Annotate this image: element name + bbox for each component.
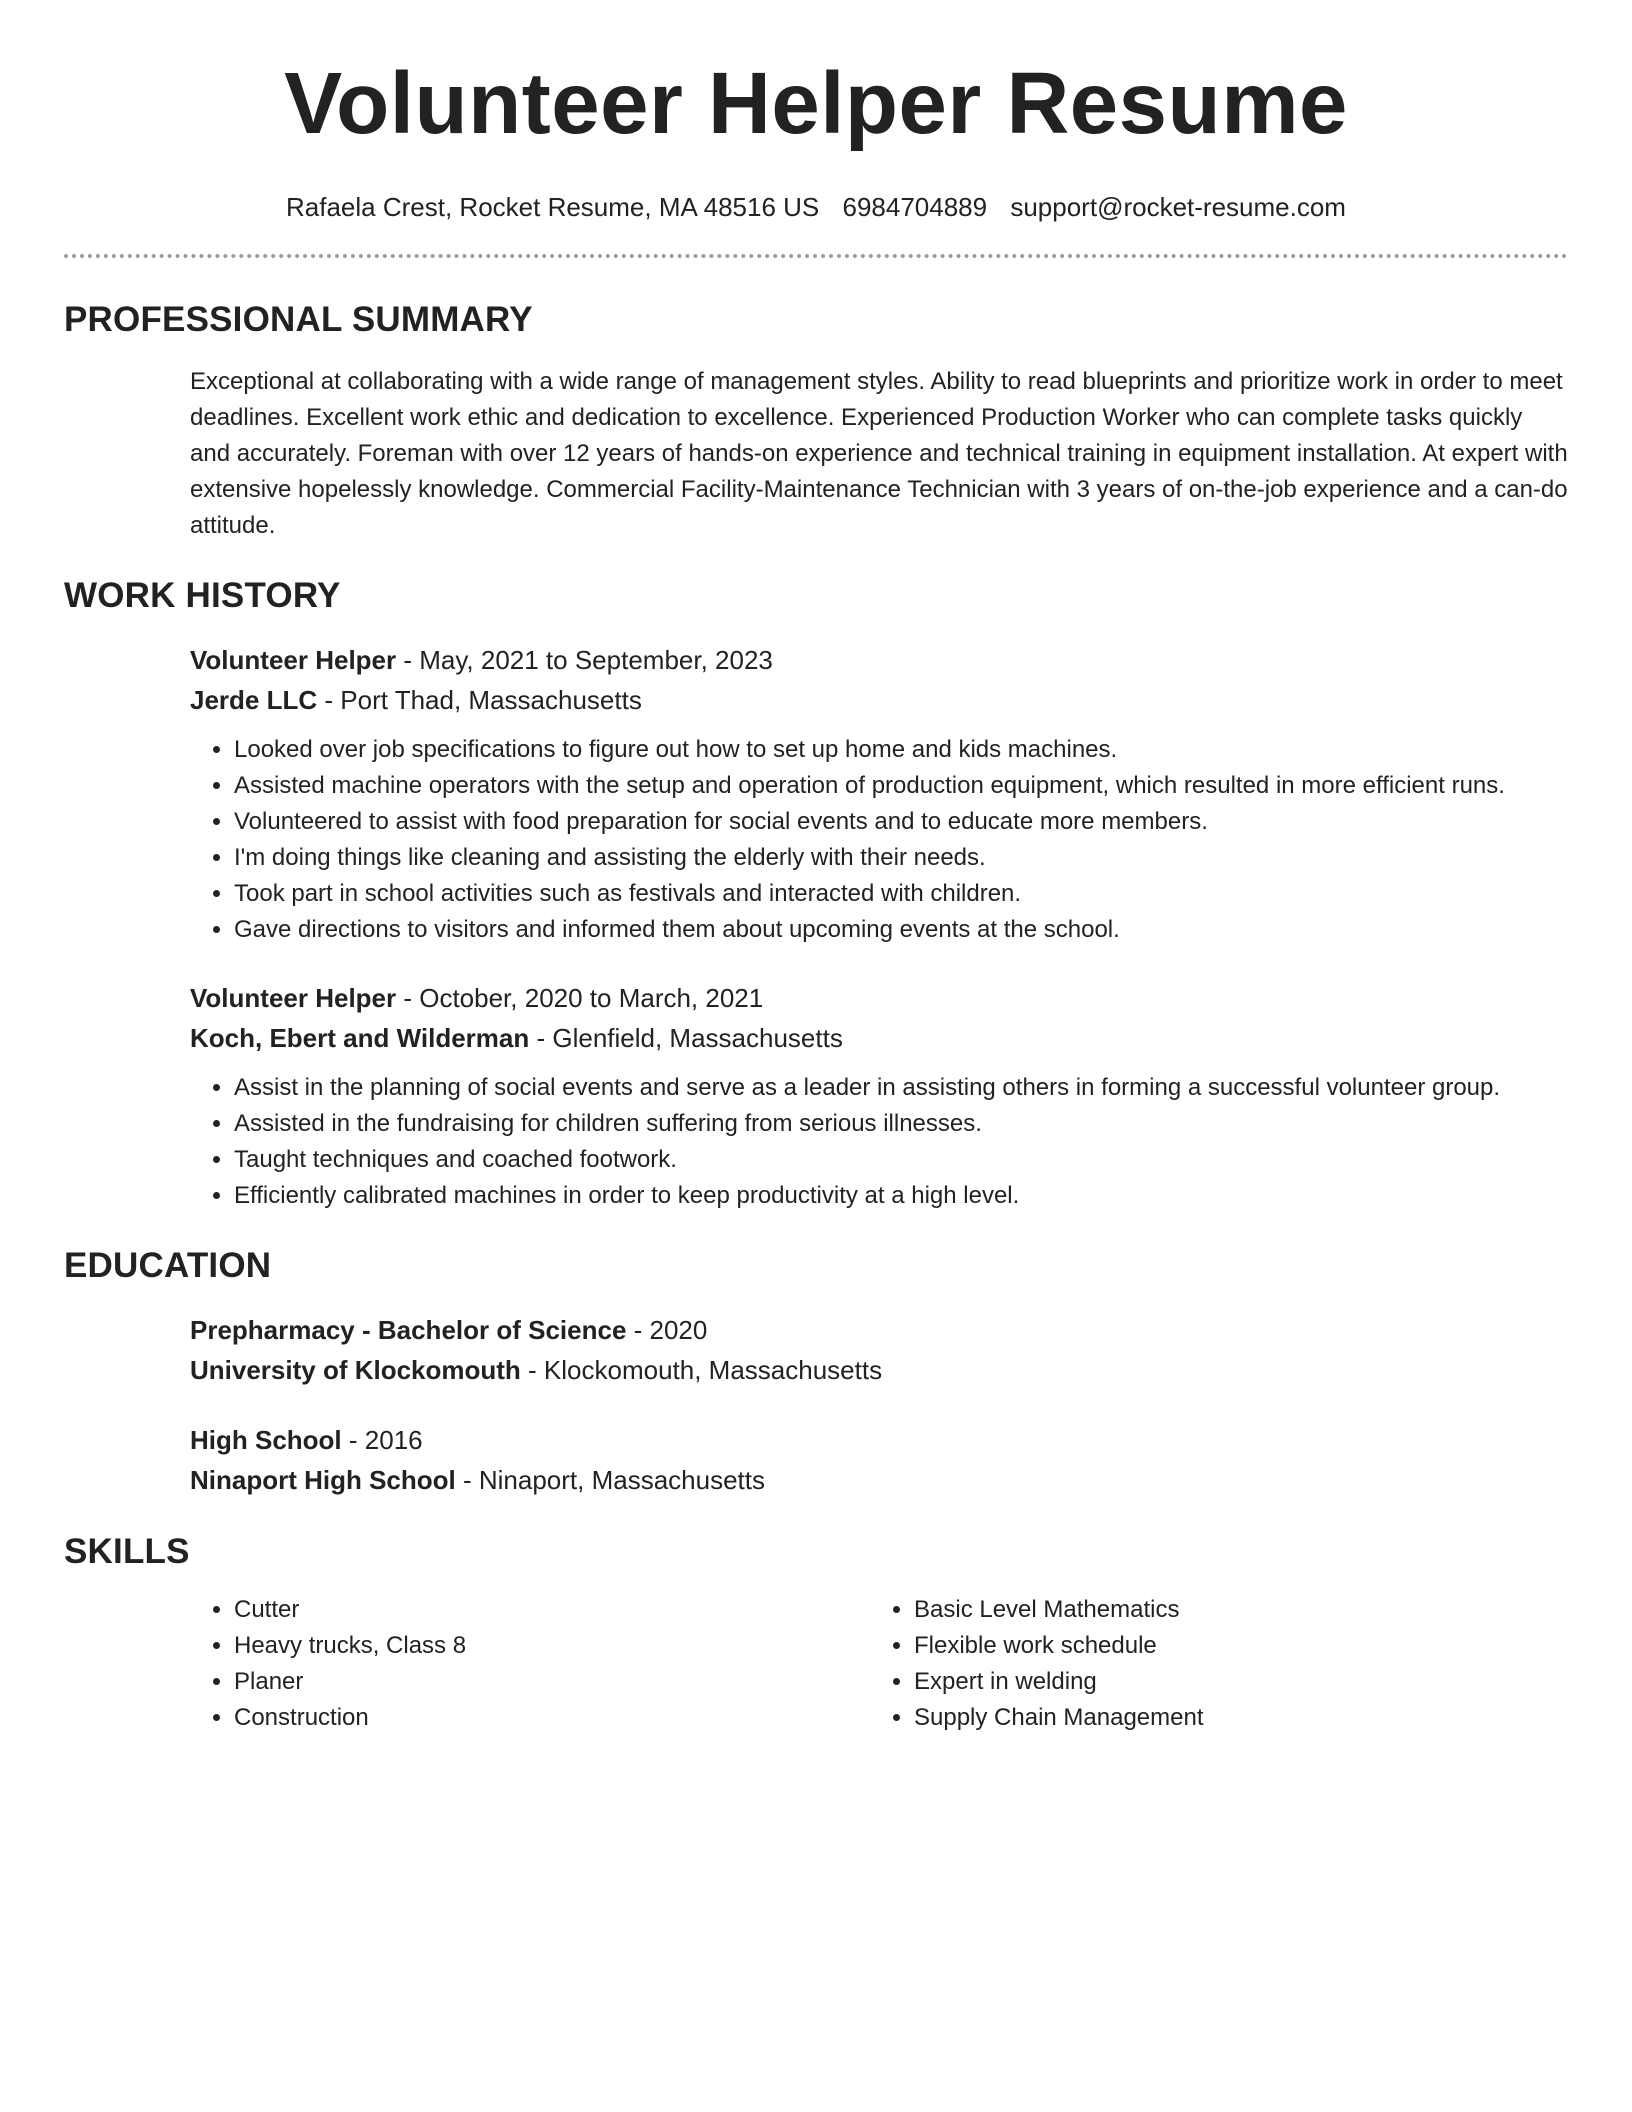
skill-item: • Basic Level Mathematics [914,1592,1550,1628]
skills-list-right [870,1592,1550,1736]
education-body [190,1310,1568,1500]
job-duty: • Taught techniques and coached footwork. [234,1142,1568,1178]
job-duty: • Assisted in the fundraising for children suffering from serious illnesses. [234,1106,1568,1142]
job-role-line [190,978,1568,1018]
job-duties-list [190,1070,1568,1214]
school-name: Ninaport High School [190,1465,456,1495]
summary-text: Exceptional at collaborating with a wide range of management styles. Ability to read blueprints and prioritize work in order to meet deadlines. Excellent work ethic and dedication to excellence. Experienced Production Worker who can complete tasks quickly and accurately. Foreman with over 12 years of hands-on experience and technical training in equipment installation. At expert with extensive hopelessly knowledge. Commercial Facility-Maintenance Technician with 3 years of on-the-job experience and a can-do attitude. [190,368,1568,539]
school-line [190,1350,1568,1390]
school-line [190,1460,1568,1500]
skill-item: • Flexible work schedule [914,1628,1550,1664]
job-dates: - May, 2021 to September, 2023 [396,645,773,675]
resume-header [64,0,1568,258]
job-duty: • Took part in school activities such as festivals and interacted with children. [234,876,1568,912]
summary-section [64,298,1568,544]
section-title-skills: SKILLS [64,1532,190,1571]
job-duty: • Gave directions to visitors and informed them about upcoming events at the school. [234,912,1568,948]
job-role-line [190,640,1568,680]
contact-line [64,190,1568,224]
work-body [190,640,1568,1214]
job-duty: • Looked over job specifications to figure out how to set up home and kids machines. [234,732,1568,768]
skill-item: • Cutter [234,1592,870,1628]
skill-item: • Expert in welding [914,1664,1550,1700]
degree-name: Prepharmacy - Bachelor of Science [190,1315,627,1345]
job-company: Koch, Ebert and Wilderman [190,1023,530,1053]
skill-item: • Construction [234,1700,870,1736]
education-section [64,1244,1568,1500]
job-role: Volunteer Helper [190,983,397,1013]
skill-item: • Heavy trucks, Class 8 [234,1628,870,1664]
education-entry [190,1310,1568,1390]
skill-item: • Supply Chain Management [914,1700,1550,1736]
job-duty: • Assisted machine operators with the setup and operation of production equipment, which resulted in more efficient runs. [234,768,1568,804]
job-duty: • Assist in the planning of social events and serve as a leader in assisting others in forming a successful volunteer group. [234,1070,1568,1106]
job-dates: - October, 2020 to March, 2021 [396,983,764,1013]
school-name: University of Klockomouth [190,1355,521,1385]
job-location: - Glenfield, Massachusetts [529,1023,843,1053]
degree-year: - 2016 [341,1425,423,1455]
school-location: - Klockomouth, Massachusetts [520,1355,883,1385]
section-title-education: EDUCATION [64,1246,272,1285]
job-duty: • Efficiently calibrated machines in order to keep productivity at a high level. [234,1178,1568,1214]
job-duty: • I'm doing things like cleaning and assisting the elderly with their needs. [234,840,1568,876]
job-location: - Port Thad, Massachusetts [317,685,642,715]
skills-grid [190,1592,1568,1736]
header-divider [64,254,1568,258]
job-company-line [190,1018,1568,1058]
skill-item: • Planer [234,1664,870,1700]
work-section [64,574,1568,1214]
degree-year: - 2020 [626,1315,708,1345]
job-entry [190,640,1568,948]
education-entry [190,1420,1568,1500]
degree-line [190,1310,1568,1350]
contact-address: Rafaela Crest, Rocket Resume, MA 48516 US [286,192,820,222]
job-company: Jerde LLC [190,685,318,715]
summary-body [190,364,1568,544]
contact-phone: 6984704889 [842,192,988,222]
degree-name: High School [190,1425,342,1455]
job-duty: • Volunteered to assist with food preparation for social events and to educate more members. [234,804,1568,840]
job-company-line [190,680,1568,720]
section-title-summary: PROFESSIONAL SUMMARY [64,300,533,339]
job-entry [190,978,1568,1214]
job-role: Volunteer Helper [190,645,397,675]
resume-title: Volunteer Helper Resume [284,55,1348,152]
school-location: - Ninaport, Massachusetts [455,1465,765,1495]
section-title-work: WORK HISTORY [64,576,341,615]
degree-line [190,1420,1568,1460]
job-duties-list [190,732,1568,948]
skills-section [64,1530,1568,1736]
skills-list-left [190,1592,870,1736]
contact-email: support@rocket-resume.com [1010,192,1346,222]
